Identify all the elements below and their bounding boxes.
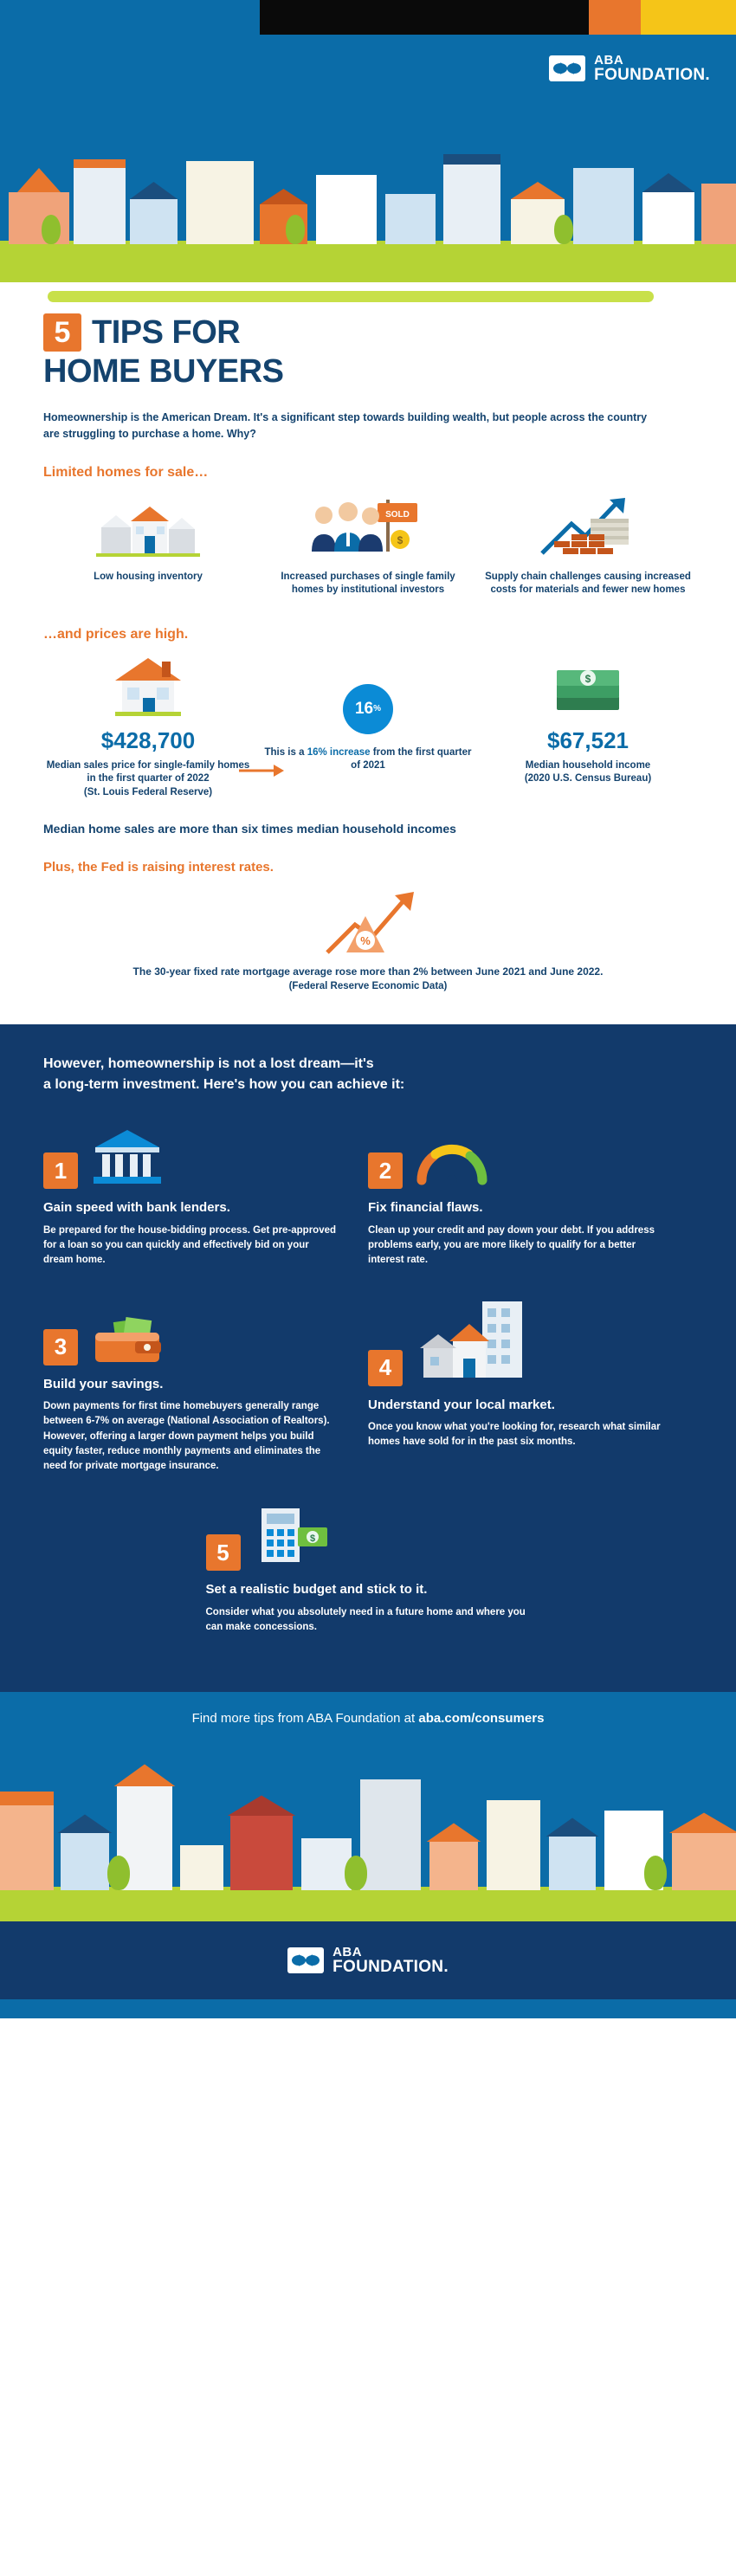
roof: [260, 189, 307, 204]
limited-homes-icon-row: [38, 493, 698, 597]
tip-title: Build your savings.: [43, 1376, 164, 1391]
page-title-line1: TIPS FOR: [92, 313, 241, 351]
tip-number: 4: [368, 1350, 403, 1386]
limited-homes-caption: Low housing inventory: [94, 571, 203, 582]
supply-chain-lumber-icon: [485, 493, 691, 560]
roof: [17, 168, 61, 192]
tip-body: Once you know what you're looking for, research what similar homes have sold for in the past six months.: [368, 1422, 661, 1448]
top-bar-yellow-block: [641, 0, 736, 35]
percent-caption-pre: This is a: [264, 746, 307, 758]
footer-logo-bar: [0, 1921, 736, 1999]
footer-cityscape-illustration: [0, 1745, 736, 1909]
tip-body: Be prepared for the house-bidding process. Get pre-approved for a loan so you can quickly and effectively bid on your dream home.: [43, 1224, 337, 1266]
calculator-money-icon: [253, 1505, 531, 1571]
roof: [443, 154, 500, 165]
building: [230, 1816, 293, 1890]
footer-green-band: [0, 1909, 736, 1921]
orange-arrow-icon: [239, 759, 284, 781]
roof: [426, 1823, 481, 1842]
footer-logo-bottom-text: FOUNDATION.: [332, 1958, 449, 1977]
tip-card: [368, 1114, 693, 1268]
roof: [546, 1817, 599, 1837]
percent-caption: [263, 746, 473, 773]
title-highlight-bar: [48, 291, 654, 302]
fed-heading: Plus, the Fed is raising interest rates.: [43, 860, 274, 875]
cta-text: Find more tips from ABA Foundation at: [191, 1711, 419, 1727]
title-number-badge: 5: [43, 313, 81, 352]
house-price-icon: [43, 655, 253, 719]
roof: [227, 1795, 296, 1816]
bank-building-icon: [90, 1125, 339, 1189]
top-bar-orange-block: [589, 0, 641, 35]
building: [74, 168, 126, 244]
footer-logo-top-text: ABA: [332, 1945, 363, 1960]
median-price-source: (St. Louis Federal Reserve): [83, 786, 213, 797]
roof: [642, 173, 694, 192]
aba-logo-mark-icon: [287, 1947, 324, 1973]
building: [573, 168, 634, 244]
tip-title: Understand your local market.: [368, 1397, 555, 1412]
median-income-stat: [478, 655, 698, 786]
median-income-source: (2020 U.S. Census Bureau): [524, 773, 652, 784]
tip-number: 5: [206, 1534, 241, 1571]
svg-text:%: %: [360, 934, 371, 948]
tree-icon: [644, 1856, 667, 1890]
median-price-stat: [38, 655, 258, 800]
percent-unit: %: [373, 704, 382, 714]
percent-caption-bold: 16% increase: [307, 746, 371, 758]
tip-number: 3: [43, 1329, 78, 1365]
tips-section: [0, 1024, 736, 1692]
tree-icon: [42, 215, 61, 244]
limited-homes-item: [258, 493, 478, 597]
percent-value: 16: [354, 699, 374, 718]
limited-homes-caption: Increased purchases of single family homes by institutional investors: [281, 571, 455, 596]
cash-stack-icon: [483, 655, 693, 719]
green-band: [0, 260, 736, 282]
rising-rate-chart-icon: [0, 887, 736, 956]
roof: [511, 182, 565, 199]
main-content: [0, 282, 736, 1000]
building: [429, 1842, 478, 1890]
building: [642, 192, 694, 244]
building: [130, 199, 178, 244]
tip-body: Consider what you absolutely need in a future home and where you can make concessions.: [205, 1606, 526, 1633]
neighborhood-icon: [415, 1296, 663, 1386]
top-bar-blue-block: [0, 0, 260, 35]
building: [443, 165, 500, 244]
tip-title: Set a realistic budget and stick to it.: [205, 1582, 428, 1598]
tip-body: Clean up your credit and pay down your debt. If you address problems early, you are more likely to qualify for a better interest rate.: [368, 1224, 655, 1266]
fed-source: (Federal Reserve Economic Data): [288, 981, 448, 992]
percent-badge: [343, 684, 393, 734]
tip-number: 2: [368, 1152, 403, 1189]
svg-text:$: $: [584, 672, 591, 685]
building: [186, 161, 254, 244]
top-color-bar: [0, 0, 736, 35]
roof: [360, 1769, 421, 1779]
roof: [130, 182, 178, 199]
tree-icon: [345, 1856, 367, 1890]
logo-bottom-text: FOUNDATION.: [594, 66, 710, 84]
fed-caption: The 30-year fixed rate mortgage average rose more than 2% between June 2021 and June 2022.: [132, 965, 604, 978]
building: [385, 194, 436, 244]
tip-card: [368, 1291, 693, 1475]
tip-body: Down payments for first time homebuyers generally range between 6-7% on average (National Association of Realtors). However, offering a larger down payment helps you build equity faster, reduce monthly payments and eliminates the need for private mortgage insurance.: [43, 1401, 330, 1472]
limited-homes-heading: Limited homes for sale…: [43, 464, 209, 480]
svg-text:$: $: [397, 533, 404, 546]
tip-center-wrap: [43, 1496, 693, 1657]
houses-icon: [45, 493, 251, 560]
aba-logo-mark-icon: [549, 55, 585, 81]
tree-icon: [107, 1856, 130, 1890]
prices-row: [38, 655, 698, 800]
cta-banner: [0, 1692, 736, 1745]
footer-aba-foundation-logo[interactable]: [287, 1946, 449, 1975]
footer-bottom-bar: [0, 1999, 736, 2018]
credit-gauge-icon: [415, 1137, 663, 1189]
building: [180, 1845, 223, 1890]
wallet-money-icon: [90, 1312, 339, 1365]
building: [549, 1837, 596, 1890]
tip-title: Fix financial flaws.: [368, 1200, 483, 1216]
investors-sold-sign-icon: [265, 493, 471, 560]
building: [301, 1838, 352, 1890]
svg-text:SOLD: SOLD: [385, 509, 410, 520]
tips-heading-line1: However, homeownership is not a lost dream—it's: [43, 1056, 374, 1072]
header-cityscape-illustration: [0, 147, 736, 260]
median-price-caption: Median sales price for single-family homes in the first quarter of 2022: [46, 759, 250, 784]
tree-icon: [286, 215, 305, 244]
building: [0, 1805, 54, 1890]
building: [61, 1833, 109, 1890]
tip-card: [43, 1114, 368, 1268]
roof: [668, 1812, 736, 1833]
tip-number: 1: [43, 1152, 78, 1189]
median-price-value: $428,700: [100, 726, 196, 753]
limited-homes-item: [38, 493, 258, 597]
cta-link[interactable]: aba.com/consumers: [418, 1711, 545, 1727]
limited-homes-item: [478, 493, 698, 597]
building: [672, 1833, 736, 1890]
tip-title: Gain speed with bank lenders.: [43, 1200, 230, 1216]
header: [0, 35, 736, 147]
tip-card: [43, 1291, 368, 1475]
building: [701, 184, 736, 244]
building: [487, 1800, 540, 1890]
tips-grid: [43, 1114, 693, 1657]
page-title-line2: HOME BUYERS: [43, 353, 284, 390]
intro-paragraph: Homeownership is the American Dream. It's a significant step towards building wealth, but people across the country are struggling to purchase a home. Why?: [43, 411, 648, 440]
building: [9, 192, 69, 244]
roof: [57, 1814, 113, 1833]
median-income-caption: Median household income: [525, 759, 651, 771]
tree-icon: [554, 215, 573, 244]
building: [360, 1779, 421, 1890]
aba-foundation-logo[interactable]: [549, 54, 710, 83]
limited-homes-caption: Supply chain challenges causing increased costs for materials and fewer new homes: [485, 571, 691, 596]
percent-increase-stat: [258, 655, 478, 773]
tip-card: [206, 1496, 531, 1635]
median-income-value: $67,521: [547, 726, 629, 753]
percent-caption-post: from the first quarter of 2021: [351, 746, 472, 772]
roof: [0, 1792, 54, 1805]
tips-heading: [43, 1054, 693, 1095]
logo-top-text: ABA: [594, 53, 624, 68]
roof: [74, 159, 126, 168]
tips-heading-line2: a long-term investment. Here's how you can achieve it:: [43, 1077, 405, 1093]
prices-heading: …and prices are high.: [43, 626, 189, 642]
svg-text:$: $: [309, 1533, 315, 1545]
building: [316, 175, 377, 244]
prices-summary: Median home sales are more than six times median household incomes: [43, 822, 456, 836]
roof: [113, 1764, 176, 1786]
